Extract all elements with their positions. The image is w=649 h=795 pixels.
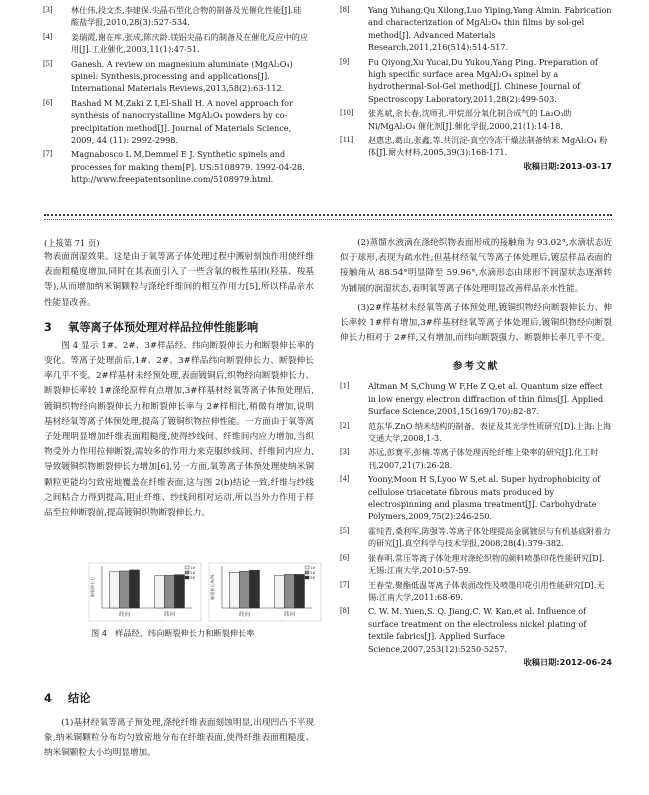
x-tick-label: 经向 bbox=[118, 612, 131, 618]
reference-item: [7] 王春莹.聚酯低温等离子体表面改性及喷墨印花引用性能研究[D].无锡:江南大学,2011:68-69. bbox=[340, 579, 605, 602]
figure-4-chart bbox=[88, 562, 324, 622]
bar-1#-纬向 bbox=[275, 575, 285, 608]
reference-item: [2] 范东华.ZnO 纳米结构的制备、表征及其光学性质研究[D].上海:上海交通大学,2008,1-3. bbox=[340, 420, 612, 444]
bar-1#-纬向 bbox=[155, 576, 165, 608]
bar-3#-经向 bbox=[250, 570, 260, 608]
body-paragraph: 物表面润湿效果。这是由于氧等离子体处理过程中溅射刻蚀作用使纤维表面粗糙度增加,同时在其表面引入了一些含氧的极性基团(羟基、羧基等),从而增加纳米铜颗粒与涤纶纤维间的相互作用力[5],所以样品亲水性能显改善。 bbox=[44, 252, 314, 308]
x-tick-label: 经向 bbox=[238, 612, 251, 618]
bar-2#-经向 bbox=[240, 571, 250, 608]
reference-item: [10] 张兆斌,余长春,沈师孔.甲烷部分氧化制合成气的 La₂O₃助 Ni/MgAl₂O₄ 催化剂[J].催化学报,2000,21(1):14-18. bbox=[340, 108, 572, 131]
body-paragraph: (3)2#样基材未经氧等离子体预处理,镀铜织物经向断裂伸长力、伸长率较 1#样有增加,3#样基材经氧等离子体处理后,镀铜织物经向断裂伸长力相对于 2#样,又有增加,而纬向断裂强力、断裂伸长率几乎不变。 bbox=[340, 302, 612, 344]
bar-2#-经向 bbox=[120, 571, 130, 608]
reference-item: [11] 赵惠忠,葛山,张鑫,等.共沉淀-真空冷冻干燥法制备纳米 MgAl₂O₄ 粉体[J].耐火材料,2005,39(3):168-171. bbox=[340, 135, 608, 158]
body-paragraph: 图 4 显示 1#、2#、3#样品经、纬向断裂伸长力和断裂伸长率的变化。等离子处理前后,1#、2#、3#样品纬向断裂伸长力、断裂伸长率几乎不变。2#样基材未经预处理,表面镀铜后,织物经向断裂伸长力、断裂伸长率较 1#涤纶原样有点增加,3#样基材经氧等离子体预处理后,镀铜织物经向断裂伸长力和断裂伸长率与 2#样相比,稍微有增加,说明基材经氧等离子体预处理,提高了镀铜织物拉伸性能。一方面由于氧等离子处理明显增加纤维表面粗糙度,使得纱线间、纤维间内应力增加,当织物受外力作用拉伸断裂,需较多的作用力来克服纱线间、纤维间内应力,导致镀铜织物断裂伸长力增加[6],另一方面,氧等离子体预处理使纳米铜颗粒更能均匀致密地覆盖在纤维表面,这与图 2(b)结论一致,纤维与纱线之间粘合力得到提高,阻止纤维、纱线间相对运动,所以当外力作用于样品至拉伸断裂前,提高镀铜织物断裂伸长力。 bbox=[44, 340, 314, 519]
article-separator bbox=[44, 214, 612, 216]
y-axis-label: 断裂伸长率/% bbox=[210, 574, 215, 600]
legend-swatch bbox=[185, 576, 189, 579]
right-column bbox=[340, 236, 612, 668]
legend-label: 2# bbox=[190, 571, 196, 575]
x-tick-label: 纬向 bbox=[163, 612, 176, 618]
bar-3#-纬向 bbox=[295, 574, 305, 608]
legend-label: 2# bbox=[310, 571, 316, 575]
reference-item: [3] 林仕伟,段文杰,李建保.尖晶石型化合物的制备及光催化性能[J].硅酸盐学报,2010,28(3):527-534. bbox=[43, 5, 302, 28]
legend-swatch bbox=[305, 576, 309, 579]
reference-item: [8] Yang Yuhang,Qu Xilong,Luo Yiping,Yang Aimin. Fabrication and characterization of MgAl₂O₄ thin films by sol-gel method[J]. Advanced Materials Research,2011,216(514):514-517. bbox=[340, 5, 612, 53]
reference-item: [6] Rashad M M,Zaki Z I,El-Shall H. A novel approach for synthesis of nanocrystalline MgAl₂O₄ powders by co-precipitation method[J]. Journal of Materials Science, 2009, 44 (11): 2992-2998. bbox=[43, 97, 293, 146]
reference-item: [4] Yoony,Moon H S,Lyoo W S,et al. Super hydrophobicity of cellulose triacetate fibrous mats produced by electrospinning and plasma treatment[J]. Carbohydrate Polymers,2009,75(2):246-250. bbox=[340, 474, 601, 522]
section-heading: 3 氧等离子体预处理对样品拉伸性能影响 bbox=[44, 320, 259, 334]
reference-item: [7] Magnabosco L M,Demmel E J. Synthetic spinels and processes for making them[P]. US:5108979. 1992-04-28. http://www.freepatentsonline.com/5108979.html. bbox=[43, 149, 305, 185]
reference-item: [3] 苏远,彭赛平,彭楠.等离子体处理丙纶纤维上染率的研究[J].化工时刊,2007,21(7):26-28. bbox=[340, 447, 599, 470]
legend-swatch bbox=[305, 571, 309, 574]
legend-swatch bbox=[305, 566, 309, 569]
reference-item: [5] Ganesh. A review on magnesium aluminate (MgAl₂O₄) spinel: Synthesis,processing and applications[J]. International Materials Reviews,2013,58(2):63-112. bbox=[43, 58, 293, 94]
bar-2#-纬向 bbox=[285, 574, 295, 608]
body-paragraph: (2)蒸馏水液滴在涤纶织物表面形成的接触角为 93.02°,水滴状态近似于球形,表现为疏水性;但基材经氧气等离子体处理后,镀层样品表面的接触角从 88.54°明显降至 59.96°,水滴形态由球形不润湿状态逐渐转为铺展的润湿状态,表明氧等离子体处理明显改善样品亲水性能。 bbox=[340, 238, 612, 294]
bar-1#-经向 bbox=[110, 572, 120, 608]
continuation-label: (上接第 71 页) bbox=[44, 238, 100, 248]
bar-3#-经向 bbox=[130, 570, 140, 608]
reference-item: [6] 张春明.常压等离子体处理对涤纶织物的颜料喷墨印花性能研究[D].无锡:江南大学,2010:57-59. bbox=[340, 552, 605, 576]
figure-caption: 图 4 样品经、纬向断裂伸长力和断裂伸长率 bbox=[91, 628, 255, 638]
legend-label: 3# bbox=[310, 576, 316, 580]
legend-label: 1# bbox=[190, 566, 196, 570]
reference-item: [8] C. W. M. Yuen,S. Q. Jiang,C. W. Kan,et al. Influence of surface treatment on the electroless nickel plating of textile fabrics[J]. Applied Surface Science,2007,253(12):5250-5257. bbox=[340, 606, 587, 654]
reference-item: [1] Altman M S,Chung W F,He Z Q,et al. Quantum size effect in low energy electron diffraction of thin films[J]. Applied Surface Science,2001,15(169/170):82-87. bbox=[340, 381, 604, 417]
legend-label: 3# bbox=[190, 576, 196, 580]
y-axis-label: 断裂伸长力 bbox=[90, 577, 95, 597]
reference-item: [5] 霍纯青,桑利军,陈强等.等离子体处理提高金属镀层与有机基底附着力的研究[J].真空科学与技术学报,2008,28(4):379-382. bbox=[340, 525, 611, 549]
bar-1#-经向 bbox=[230, 572, 240, 608]
reference-item: [9] Fu Qiyong,Xu Yucai,Du Yukou,Yang Ping. Preparation of high specific surface area MgAl₂O₄ spinel by a hydrothermal-Sol-Gel method[J]. Chinese Journal of Spectroscopy Laboratory,2011,28(2):499-503. bbox=[340, 56, 598, 104]
top-left-references bbox=[43, 4, 308, 188]
legend-label: 1# bbox=[310, 566, 316, 570]
article-separator-thin bbox=[44, 219, 612, 220]
left-column bbox=[44, 236, 314, 521]
figure-4 bbox=[88, 562, 324, 622]
x-tick-label: 纬向 bbox=[283, 612, 296, 618]
reference-item: [4] 姜瑞霞,谢在库,张成,陈庆龄.镁铝尖晶石的制备及在催化反应中的应用[J].工业催化,2003,11(1):47-51. bbox=[43, 31, 308, 55]
legend-swatch bbox=[185, 566, 189, 569]
received-date: 收稿日期:2012-06-24 bbox=[523, 656, 612, 667]
references-heading: 参考文献 bbox=[452, 361, 500, 373]
bar-3#-纬向 bbox=[175, 575, 185, 608]
top-right-references bbox=[340, 4, 612, 172]
received-date: 收稿日期:2013-03-17 bbox=[523, 160, 612, 171]
legend-swatch bbox=[185, 571, 189, 574]
bar-2#-纬向 bbox=[165, 575, 175, 608]
conclusion-section bbox=[44, 690, 314, 762]
body-paragraph: (1)基材经氧等离子预处理,涤纶纤维表面刻蚀明显,出现凹凸不平现象,纳米铜颗粒分布均匀致密地分布在纤维表面,使得纤维表面粗糙度、纳米铜颗粒大小均明显增加。 bbox=[44, 718, 314, 759]
section-heading: 4 结论 bbox=[44, 692, 91, 705]
